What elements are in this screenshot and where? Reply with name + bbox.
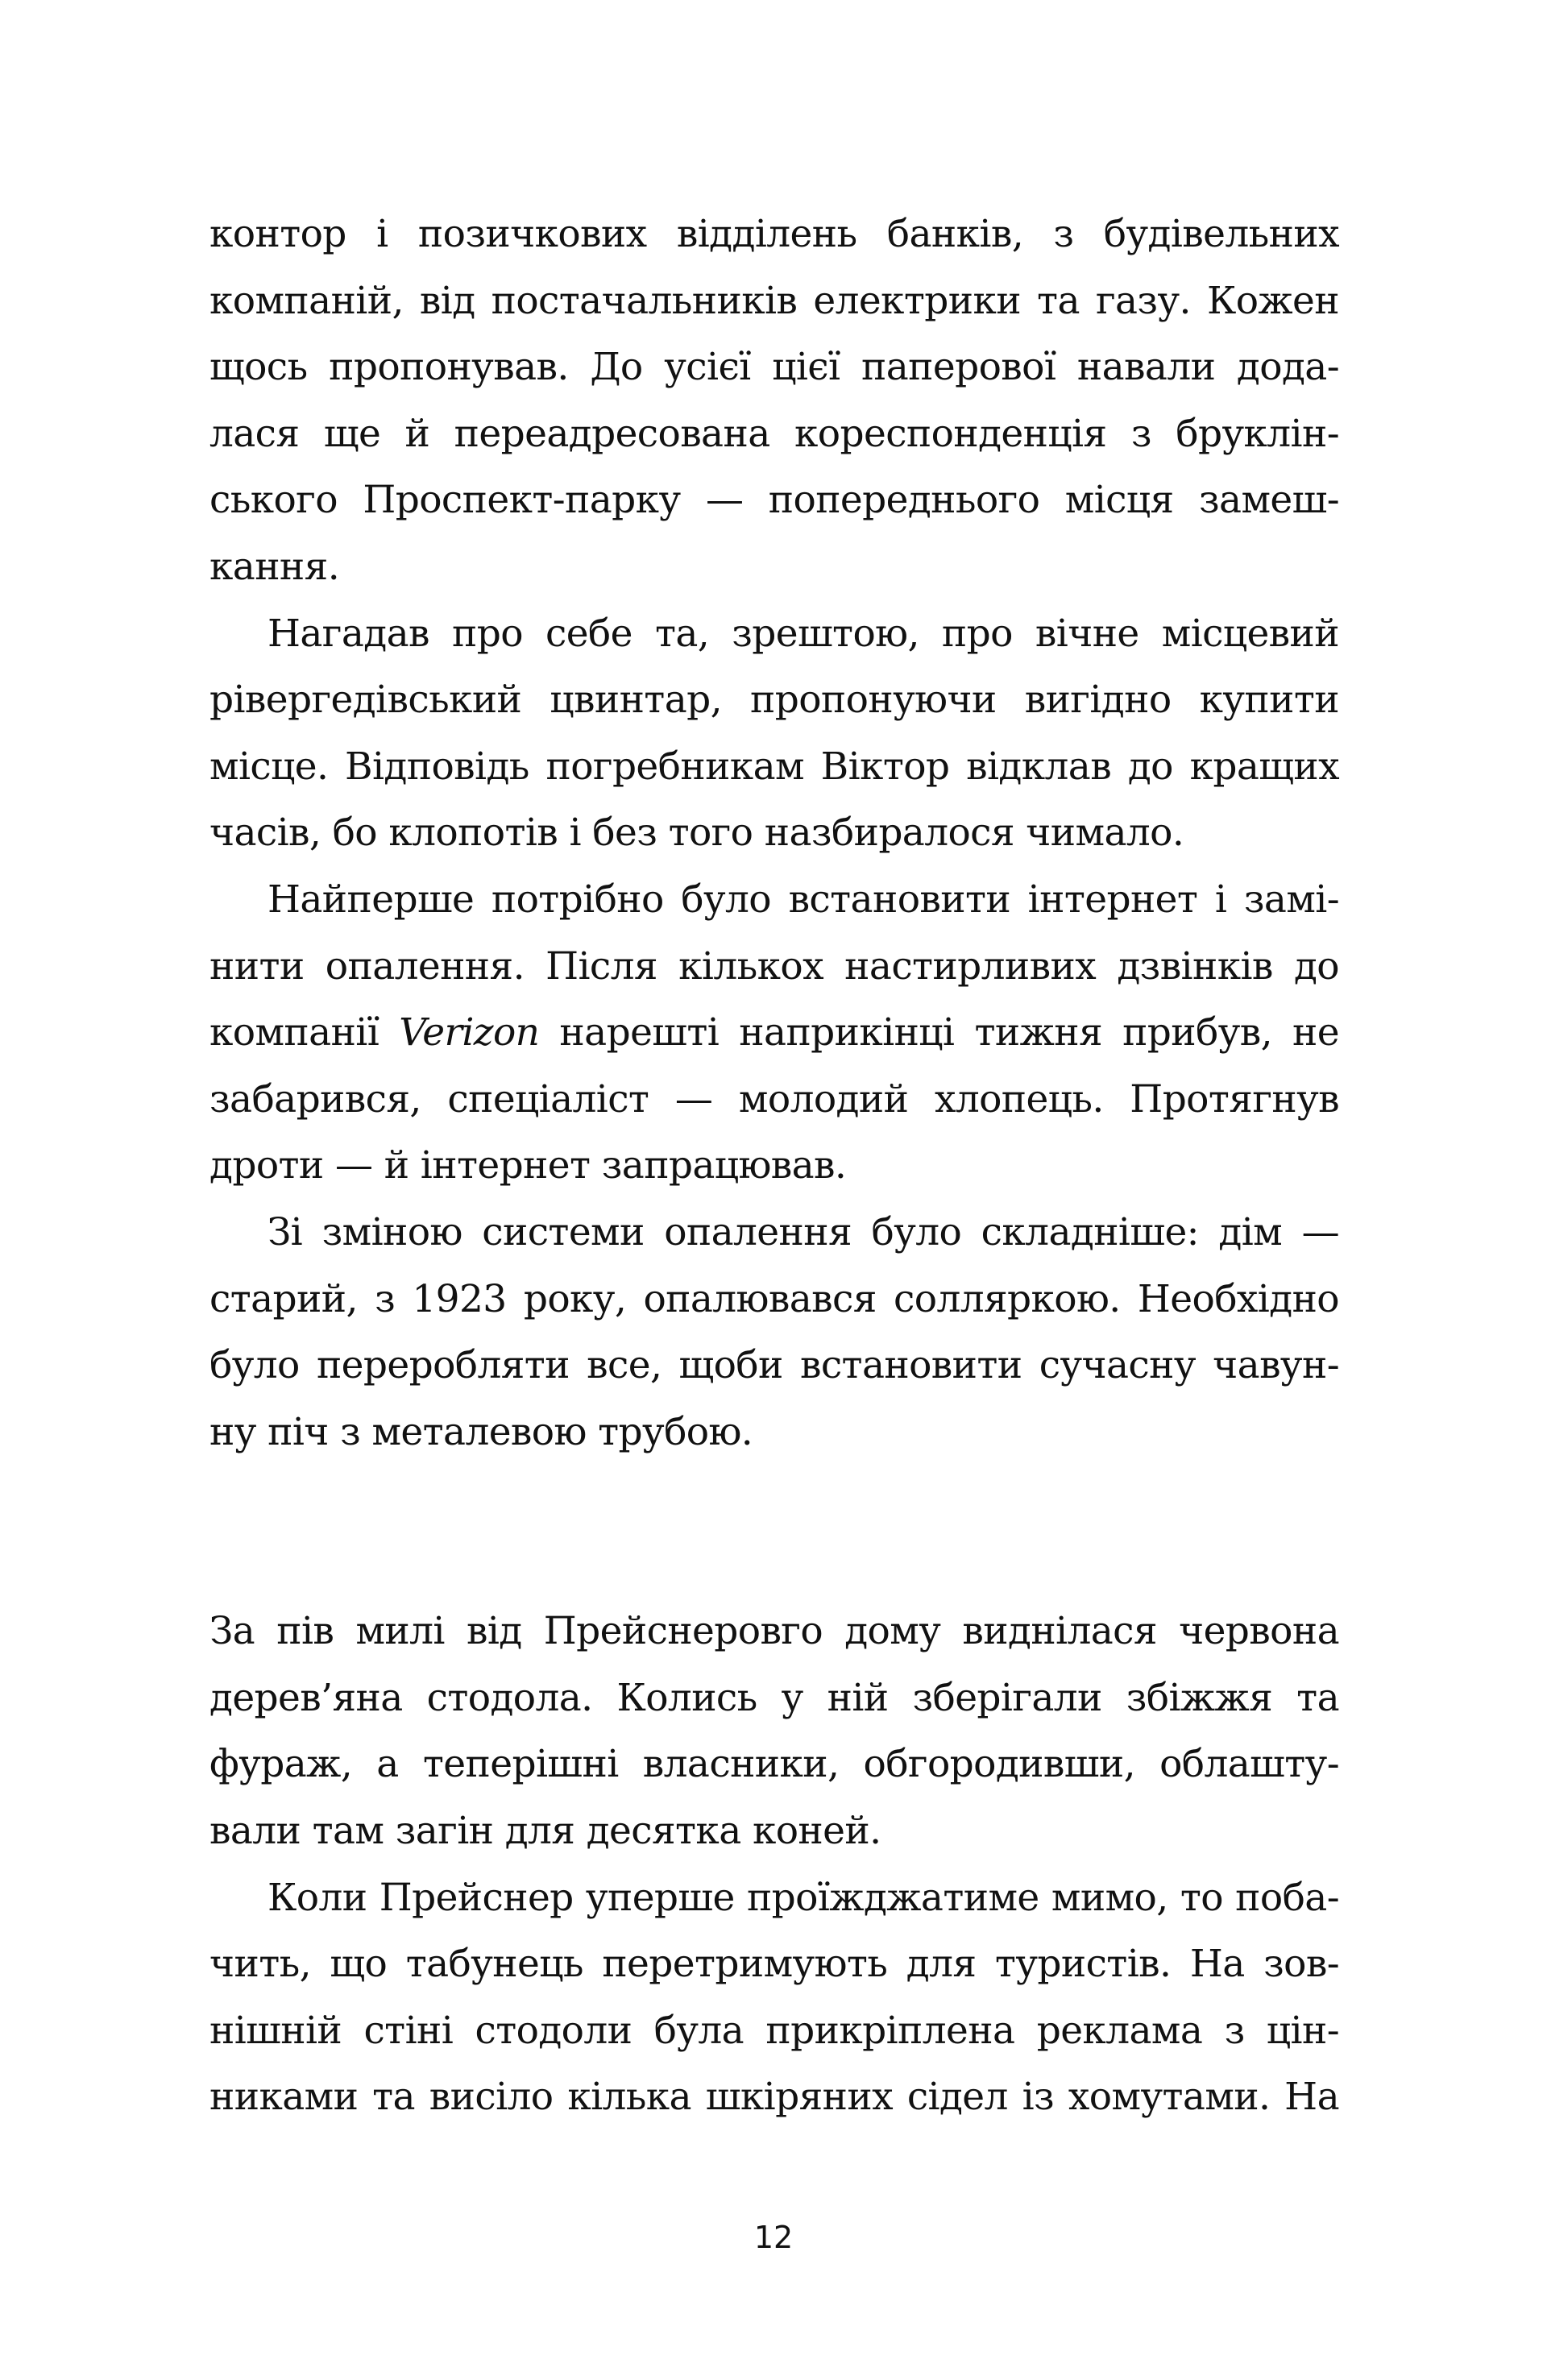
text-line: було переробляти все, щоби встановити сучасну чавун-: [209, 1343, 1339, 1388]
text-line: рівергедівський цвинтар, пропонуючи вигідно купити: [209, 678, 1339, 723]
text-line: забарився, спеціаліст — молодий хлопець. Протягнув: [209, 1076, 1339, 1122]
text-line: вали там загін для десятка коней.: [209, 1809, 881, 1854]
text-line: Коли Прейснер уперше проїжджатиме мимо, то поба-: [268, 1875, 1339, 1920]
text-line: Нагадав про себе та, зрештою, про вічне місцевий: [268, 611, 1339, 656]
text-line: щось пропонував. До усієї цієї паперової навали дода-: [209, 345, 1339, 390]
text-line: старий, з 1923 року, опалювався солляркою. Необхідно: [209, 1276, 1339, 1321]
text-line: Найперше потрібно було встановити інтернет і замі-: [268, 877, 1339, 922]
paragraph: [209, 601, 1339, 867]
text-line: компаній, від постачальників електрики та газу. Кожен: [209, 278, 1339, 323]
text-line: дерев’яна стодола. Колись у ній зберігали збіжжя та: [209, 1675, 1339, 1720]
section-break: [209, 1466, 1339, 1598]
text-line: чить, що табунець перетримують для туристів. На зов-: [209, 1942, 1339, 1987]
paragraph: [209, 867, 1339, 1200]
text-line: фураж, а теперішні власники, обгородивши, облашту-: [209, 1742, 1339, 1787]
text-line: ну піч з металевою трубою.: [209, 1409, 753, 1454]
text-line: ського Проспект-парку — попереднього місця замеш-: [209, 478, 1339, 523]
text-line: кання.: [209, 544, 340, 589]
text-line: контор і позичкових відділень банків, з будівельних: [209, 212, 1339, 256]
text-run: нарешті наприкінці тижня прибув, не: [539, 1010, 1339, 1055]
paragraph: [209, 1200, 1339, 1466]
text-line: нішній стіні стодоли була прикріплена реклама з цін-: [209, 2008, 1339, 2053]
text-line: місце. Відповідь погребникам Віктор відклав до кращих: [209, 744, 1339, 789]
text-line: [209, 1000, 1339, 1067]
text-line: нити опалення. Після кількох настирливих дзвінків до: [209, 943, 1339, 989]
paragraph: [209, 1865, 1339, 2131]
section-2: [209, 1598, 1339, 2131]
page-number: 12: [753, 2220, 794, 2255]
text-line: никами та висіло кілька шкіряних сідел із хомутами. На: [209, 2075, 1339, 2120]
text-line: лася ще й переадресована кореспонденція з бруклін-: [209, 411, 1339, 456]
paragraph: [209, 201, 1339, 601]
text-line: Зі зміною системи опалення було складніше: дім —: [268, 1209, 1339, 1254]
page-body: [209, 201, 1339, 2131]
text-line: дроти — й інтернет запрацював.: [209, 1143, 847, 1188]
paragraph: [209, 1598, 1339, 1864]
company-name-italic: Verizon: [399, 1010, 540, 1055]
text-line: За пів милі від Прейснеровго дому виднілася червона: [209, 1609, 1339, 1654]
section-1: [209, 201, 1339, 1466]
text-run: компанії: [209, 1010, 400, 1055]
text-line: часів, бо клопотів і без того назбиралося чимало.: [209, 811, 1184, 856]
